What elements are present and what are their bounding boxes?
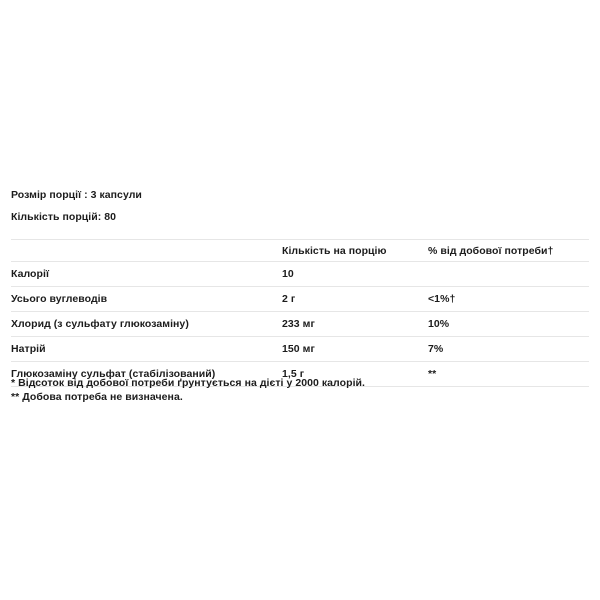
nutrient-daily-value: 10% (428, 312, 589, 337)
table-header (11, 240, 589, 262)
table-row (11, 312, 589, 337)
nutrient-amount: 2 г (282, 287, 428, 312)
nutrient-name: Хлорид (з сульфату глюкозаміну) (11, 312, 282, 337)
servings-per-container-line: Кількість порцій: 80 (11, 211, 117, 223)
nutrient-daily-value: <1%† (428, 287, 589, 312)
nutrient-amount: 1,5 г (282, 362, 428, 387)
column-header-daily-value: % від добової потреби† (428, 240, 589, 262)
footnote-daily-value-not-established: ** Добова потреба не визначена. (11, 391, 183, 403)
table-row (11, 337, 589, 362)
nutrient-name: Глюкозаміну сульфат (стабілізований) (11, 362, 282, 387)
column-header-nutrient (11, 240, 282, 262)
serving-size-line: Розмір порції : 3 капсули (11, 189, 142, 201)
table-body (11, 262, 589, 387)
nutrient-daily-value (428, 262, 589, 287)
table-row (11, 262, 589, 287)
nutrient-name: Калорії (11, 262, 282, 287)
serving-info-block (11, 189, 589, 224)
footnotes-block (11, 376, 589, 404)
nutrient-amount: 10 (282, 262, 428, 287)
nutrient-name: Натрій (11, 337, 282, 362)
table-header-row (11, 240, 589, 262)
nutrient-amount: 233 мг (282, 312, 428, 337)
nutrient-name: Усього вуглеводів (11, 287, 282, 312)
supplement-facts-table (11, 239, 589, 387)
footnote-daily-value-basis: * Відсоток від добової потреби ґрунтується на дієті у 2000 калорій. (11, 377, 366, 389)
nutrient-amount: 150 мг (282, 337, 428, 362)
table-row (11, 287, 589, 312)
column-header-amount-per-serving: Кількість на порцію (282, 240, 428, 262)
nutrient-daily-value: ** (428, 362, 589, 387)
nutrient-daily-value: 7% (428, 337, 589, 362)
